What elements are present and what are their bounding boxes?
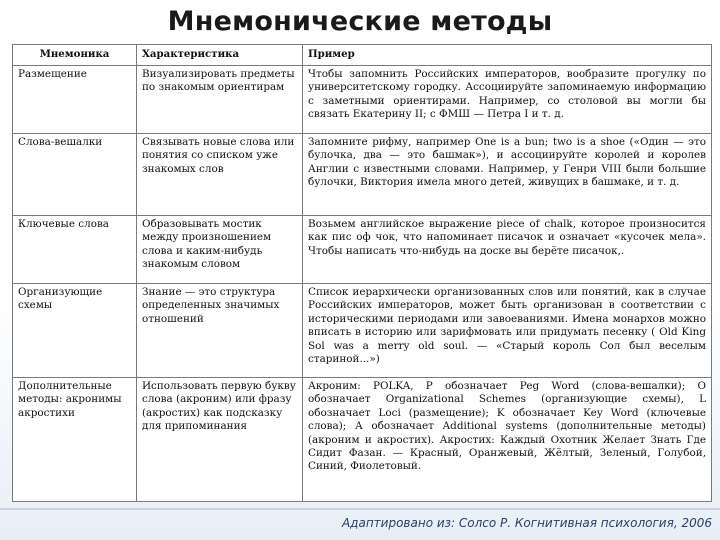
mnemonic-name: Размещение (13, 66, 137, 134)
mnemonic-example: Список иерархически организованных слов или понятий, как в случае Российских императоров, может быть организован в соответствии с историческими периодами или завоеваниями. Имена монархов можно вписать в историю или зарифмовать или придумать песенку ( Old King Sol was a merry old soul. — «Старый король Сол был веселым стариной...») (303, 284, 712, 378)
table-row (13, 134, 712, 216)
table-header-row (13, 45, 712, 66)
mnemonic-name: Организующие схемы (13, 284, 137, 378)
mnemonics-table-container (12, 44, 711, 502)
mnemonic-name: Слова-вешалки (13, 134, 137, 216)
mnemonic-example: Акроним: POLKA, P обозначает Peg Word (слова-вешалки); O обозначает Organizational Schemes (организующие схемы), L обозначает Loci (размещение); K обозначает Key Word (ключевые слова); A обозначает Additional systems (дополнительные методы) (акроним и акростих). Акростих: Каждый Охотник Желает Знать Где Сидит Фазан. — Красный, Оранжевый, Жёлтый, Зеленый, Голубой, Синий, Фиолетовый. (303, 378, 712, 502)
table-row (13, 66, 712, 134)
mnemonic-example: Возьмем английское выражение piece of chalk, которое произносится как пис оф чок, что напоминает писачок и означает «кусочек мела». Чтобы написать что-нибудь на доске вы берёте писачок,. (303, 216, 712, 284)
mnemonic-description: Связывать новые слова или понятия со списком уже знакомых слов (137, 134, 303, 216)
mnemonic-description: Визуализировать предметы по знакомым ориентирам (137, 66, 303, 134)
footer-divider (0, 508, 720, 510)
header-mnemonic: Мнемоника (13, 45, 137, 66)
source-citation: Адаптировано из: Солсо Р. Когнитивная психология, 2006 (341, 516, 712, 530)
header-example: Пример (303, 45, 712, 66)
page-title: Мнемонические методы (167, 6, 553, 37)
table-row (13, 378, 712, 502)
mnemonic-name: Дополнительные методы: акронимы акростихи (13, 378, 137, 502)
table-row (13, 284, 712, 378)
mnemonic-example: Запомните рифму, например One is a bun; two is a shoe («Один — это булочка, два — это башмак»), и ассоциируйте королей и королев Англии с известными словами. Например, у Генри VIII были большие булочки, Виктория имела много детей, живущих в башмаке, и т. д. (303, 134, 712, 216)
mnemonics-table (12, 44, 712, 502)
mnemonic-description: Знание — это структура определенных значимых отношений (137, 284, 303, 378)
table-row (13, 216, 712, 284)
mnemonic-description: Использовать первую букву слова (акроним) или фразу (акростих) как подсказку для припоминания (137, 378, 303, 502)
mnemonic-description: Образовывать мостик между произношением слова и каким-нибудь знакомым словом (137, 216, 303, 284)
mnemonic-name: Ключевые слова (13, 216, 137, 284)
header-description: Характеристика (137, 45, 303, 66)
mnemonic-example: Чтобы запомнить Российских императоров, вообразите прогулку по университетскому городку. Ассоциируйте запоминаемую информацию с заметными ориентирами. Например, со столовой вы могли бы связать Екатерину II; с ФМШ — Петра I и т. д. (303, 66, 712, 134)
